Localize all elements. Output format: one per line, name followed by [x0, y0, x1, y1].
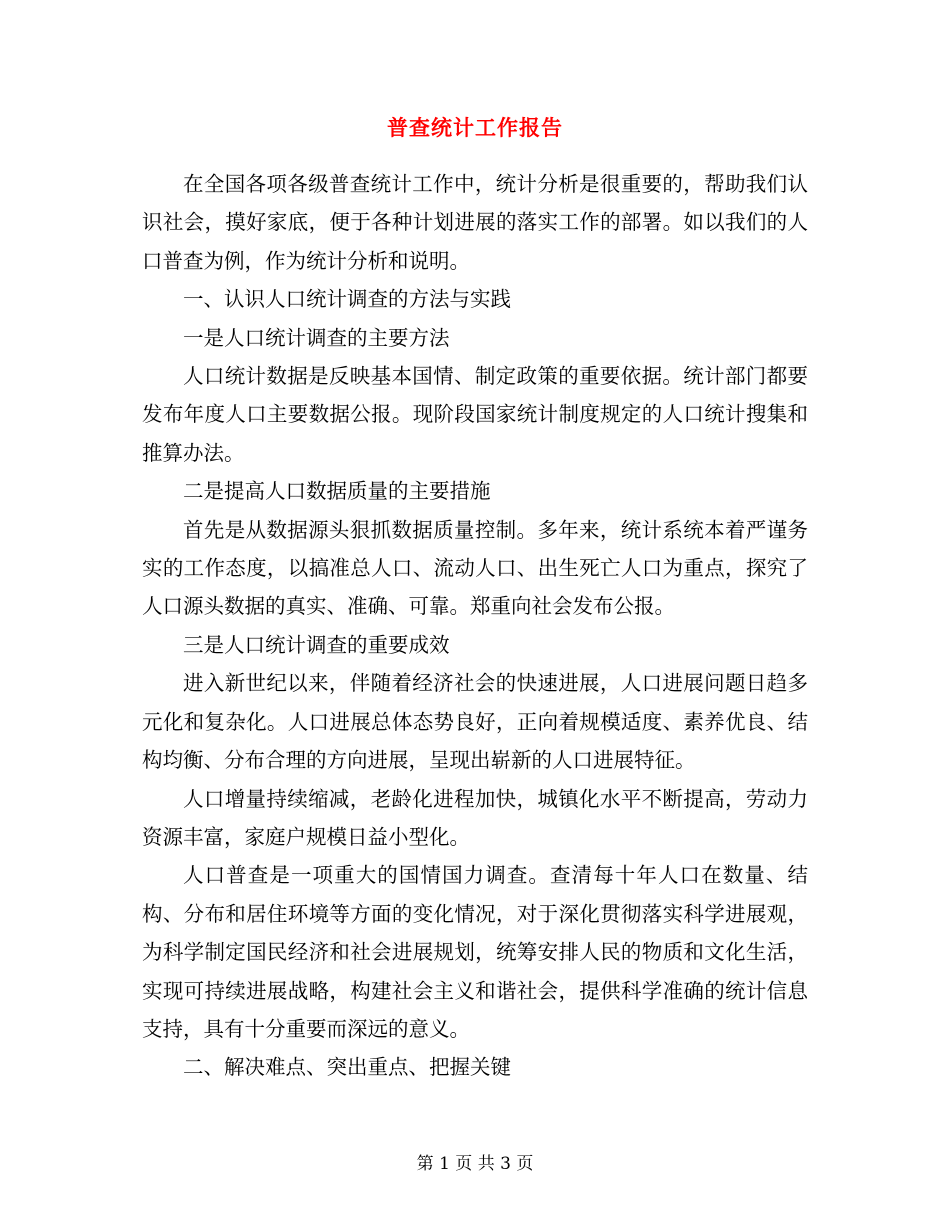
paragraph: 人口普查是一项重大的国情国力调查。查清每十年人口在数量、结构、分布和居住环境等方面的变化情况，对于深化贯彻落实科学进展观，为科学制定国民经济和社会进展规划，统筹安排人民的物质和文化生活，实现可持续进展战略，构建社会主义和谐社会，提供科学准确的统计信息支持，具有十分重要而深远的意义。 [142, 863, 808, 1041]
paragraph: 首先是从数据源头狠抓数据质量控制。多年来，统计系统本着严谨务实的工作态度，以搞准总人口、流动人口、出生死亡人口为重点，探究了人口源头数据的真实、准确、可靠。郑重向社会发布公报。 [142, 517, 808, 619]
paragraph: 进入新世纪以来，伴随着经济社会的快速进展，人口进展问题日趋多元化和复杂化。人口进展总体态势良好，正向着规模适度、素养优良、结构均衡、分布合理的方向进展，呈现出崭新的人口进展特征。 [142, 671, 808, 773]
subheading-1: 一是人口统计调查的主要方法 [183, 325, 450, 350]
paragraph-intro: 在全国各项各级普查统计工作中，统计分析是很重要的，帮助我们认识社会，摸好家底，便于各种计划进展的落实工作的部署。如以我们的人口普查为例，作为统计分析和说明。 [142, 172, 808, 273]
paragraph: 人口统计数据是反映基本国情、制定政策的重要依据。统计部门都要发布年度人口主要数据公报。现阶段国家统计制度规定的人口统计搜集和推算办法。 [142, 364, 808, 465]
subheading-3: 三是人口统计调查的重要成效 [183, 632, 450, 657]
document-body [142, 165, 808, 1087]
subheading-2: 二是提高人口数据质量的主要措施 [183, 479, 491, 504]
paragraph: 人口增量持续缩减，老龄化进程加快，城镇化水平不断提高，劳动力资源丰富，家庭户规模日益小型化。 [142, 786, 808, 849]
section-heading-2: 二、解决难点、突出重点、把握关键 [183, 1055, 511, 1080]
section-heading-1: 一、认识人口统计调查的方法与实践 [183, 287, 511, 312]
page-footer: 第 1 页 共 3 页 [416, 1154, 534, 1174]
document-title: 普查统计工作报告 [387, 115, 563, 140]
